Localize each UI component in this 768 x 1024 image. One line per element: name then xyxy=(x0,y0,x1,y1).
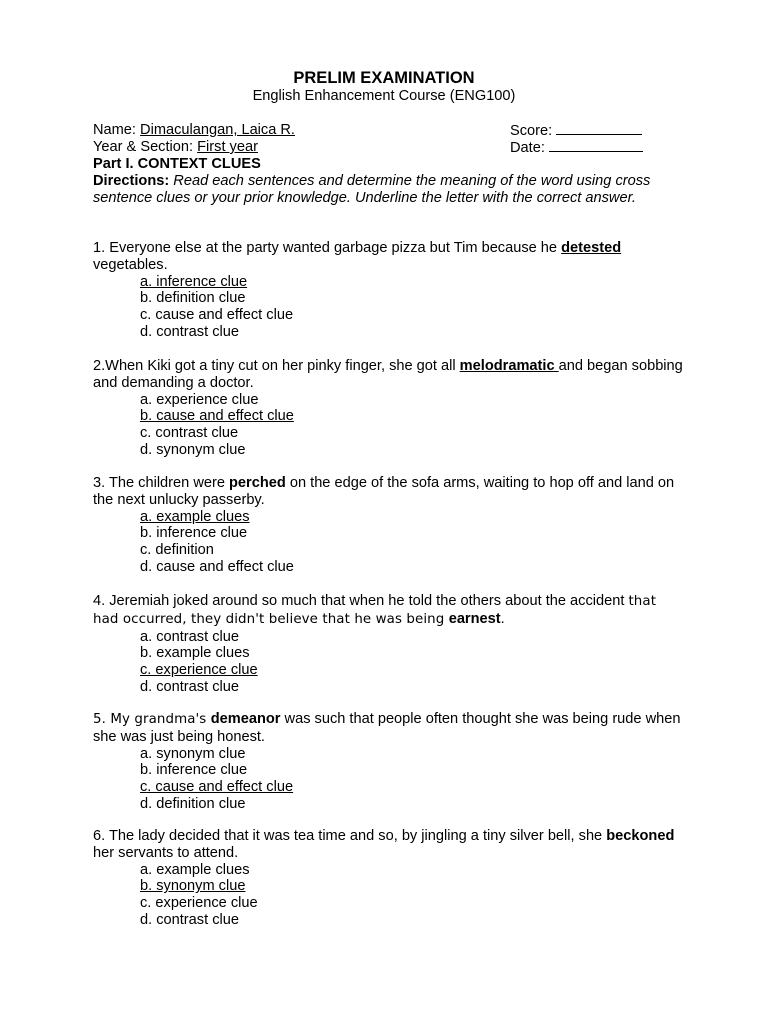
stem-text: 1. Everyone else at the party wanted garbage pizza but Tim because he xyxy=(93,240,562,256)
option-b[interactable]: b. synonym clue xyxy=(140,878,246,895)
option-b[interactable]: b. cause and effect clue xyxy=(140,408,294,425)
question-1 xyxy=(93,240,683,341)
question-stem xyxy=(93,711,683,746)
score-blank[interactable] xyxy=(556,122,642,135)
option-c[interactable]: c. contrast clue xyxy=(140,425,239,442)
question-4 xyxy=(93,593,683,696)
question-2 xyxy=(93,358,683,459)
keyword: melodramatic xyxy=(459,358,559,374)
year-section-label: Year & Section: xyxy=(93,139,194,155)
option-a[interactable]: a. experience clue xyxy=(140,391,259,408)
option-d[interactable]: d. contrast clue xyxy=(140,911,239,928)
question-stem xyxy=(93,240,683,274)
question-6 xyxy=(93,828,683,929)
stem-text: 6. The lady decided that it was tea time and so, by jingling a tiny silver bell, she xyxy=(93,828,607,844)
question-3 xyxy=(93,475,683,576)
directions-label: Directions: xyxy=(93,173,170,189)
name-line xyxy=(93,122,295,139)
option-d[interactable]: d. definition clue xyxy=(140,795,246,812)
stem-text: that had occurred, they didn't believe that he was being xyxy=(93,594,657,627)
score-line xyxy=(510,122,642,140)
question-stem xyxy=(93,358,683,392)
directions xyxy=(93,173,673,207)
date-blank[interactable] xyxy=(549,139,643,152)
date-label: Date: xyxy=(510,140,545,156)
exam-title: PRELIM EXAMINATION xyxy=(293,69,475,87)
part-heading: Part I. CONTEXT CLUES xyxy=(93,156,261,172)
option-a[interactable]: a. synonym clue xyxy=(140,745,246,762)
keyword: perched xyxy=(229,475,286,491)
year-section-line xyxy=(93,139,258,156)
keyword: detested xyxy=(561,240,622,256)
option-d[interactable]: d. cause and effect clue xyxy=(140,558,294,575)
exam-subtitle: English Enhancement Course (ENG100) xyxy=(252,88,516,104)
keyword: demeanor xyxy=(210,711,281,727)
option-c[interactable]: c. experience clue xyxy=(140,895,258,912)
question-5 xyxy=(93,711,683,813)
stem-text: was such that people often thought she was being rude when she was just being honest. xyxy=(93,711,681,745)
option-a[interactable]: a. contrast clue xyxy=(140,628,239,645)
option-b[interactable]: b. inference clue xyxy=(140,525,248,542)
keyword: earnest xyxy=(448,610,501,627)
stem-text: . xyxy=(500,610,505,627)
stem-text: 5. My grandma's xyxy=(93,712,211,727)
directions-text: Read each sentences and determine the meaning of the word using cross sentence clues or your prior knowledge. Underline the letter with the correct answer. xyxy=(93,173,651,206)
option-d[interactable]: d. contrast clue xyxy=(140,678,239,695)
year-section-value: First year xyxy=(197,139,258,155)
option-d[interactable]: d. contrast clue xyxy=(140,323,239,340)
option-b[interactable]: b. definition clue xyxy=(140,290,246,307)
option-a[interactable]: a. example clues xyxy=(140,861,250,878)
question-stem xyxy=(93,593,683,629)
stem-text: her servants to attend. xyxy=(93,844,239,861)
date-line xyxy=(510,139,643,157)
option-b[interactable]: b. inference clue xyxy=(140,762,248,779)
stem-text: 3. The children were xyxy=(93,475,230,491)
option-b[interactable]: b. example clues xyxy=(140,645,250,662)
option-c[interactable]: c. experience clue xyxy=(140,662,258,679)
question-stem xyxy=(93,475,683,509)
score-label: Score: xyxy=(510,123,553,139)
option-a[interactable]: a. example clues xyxy=(140,508,250,525)
option-a[interactable]: a. inference clue xyxy=(140,273,248,290)
name-value: Dimaculangan, Laica R. xyxy=(140,122,295,138)
stem-text: on the edge of the sofa arms, waiting to hop off and land on the next unlucky passerby. xyxy=(93,475,675,508)
stem-text: vegetables. xyxy=(93,256,168,273)
option-c[interactable]: c. cause and effect clue xyxy=(140,307,294,324)
option-c[interactable]: c. definition xyxy=(140,542,214,559)
keyword: beckoned xyxy=(606,828,675,844)
option-c[interactable]: c. cause and effect clue xyxy=(140,779,294,796)
stem-text: 2.When Kiki got a tiny cut on her pinky finger, she got all xyxy=(93,358,460,374)
stem-text: 4. Jeremiah joked around so much that when he told the others about the accident xyxy=(93,593,629,609)
stem-text: and began sobbing and demanding a doctor. xyxy=(93,358,683,391)
question-stem xyxy=(93,828,683,862)
option-d[interactable]: d. synonym clue xyxy=(140,441,246,458)
name-label: Name: xyxy=(93,122,136,138)
